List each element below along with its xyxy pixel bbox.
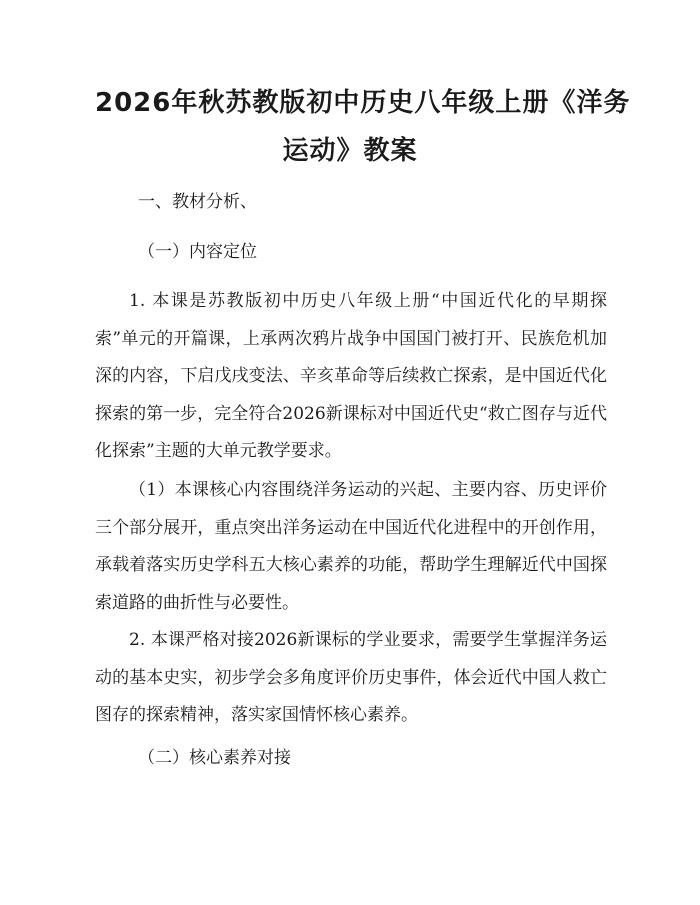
paragraph-course-positioning: 1. 本课是苏教版初中历史八年级上册“中国近代化的早期探索”单元的开篇课，上承两次鸦片战争中国国门被打开、民族危机加深的内容，下启戊戌变法、辛亥革命等后续救亡探索，是中国近代化探索的第一步，完全符合2026新课标对中国近代史“救亡图存与近代化探索”主题的大单元教学要求。 (95, 291, 607, 462)
document-title-line-2: 运动》教案 (282, 136, 418, 166)
subsection-heading-core-literacy: （二）核心素养对接 (138, 748, 291, 768)
section-heading-textbook-analysis: 一、教材分析、 (138, 192, 257, 212)
document-title-line-1: 2026年秋苏教版初中历史八年级上册《洋务 (95, 88, 631, 118)
subsection-heading-content-positioning: （一）内容定位 (138, 242, 257, 262)
paragraph-core-content: （1）本课核心内容围绕洋务运动的兴起、主要内容、历史评价三个部分展开，重点突出洋务运动在中国近代化进程中的开创作用，承载着落实历史学科五大核心素养的功能，帮助学生理解近代中国探索道路的曲折性与必要性。 (95, 480, 607, 613)
paragraph-curriculum-requirements: 2. 本课严格对接2026新课标的学业要求，需要学生掌握洋务运动的基本史实，初步学会多角度评价历史事件，体会近代中国人救亡图存的探索精神，落实家国情怀核心素养。 (95, 630, 607, 726)
